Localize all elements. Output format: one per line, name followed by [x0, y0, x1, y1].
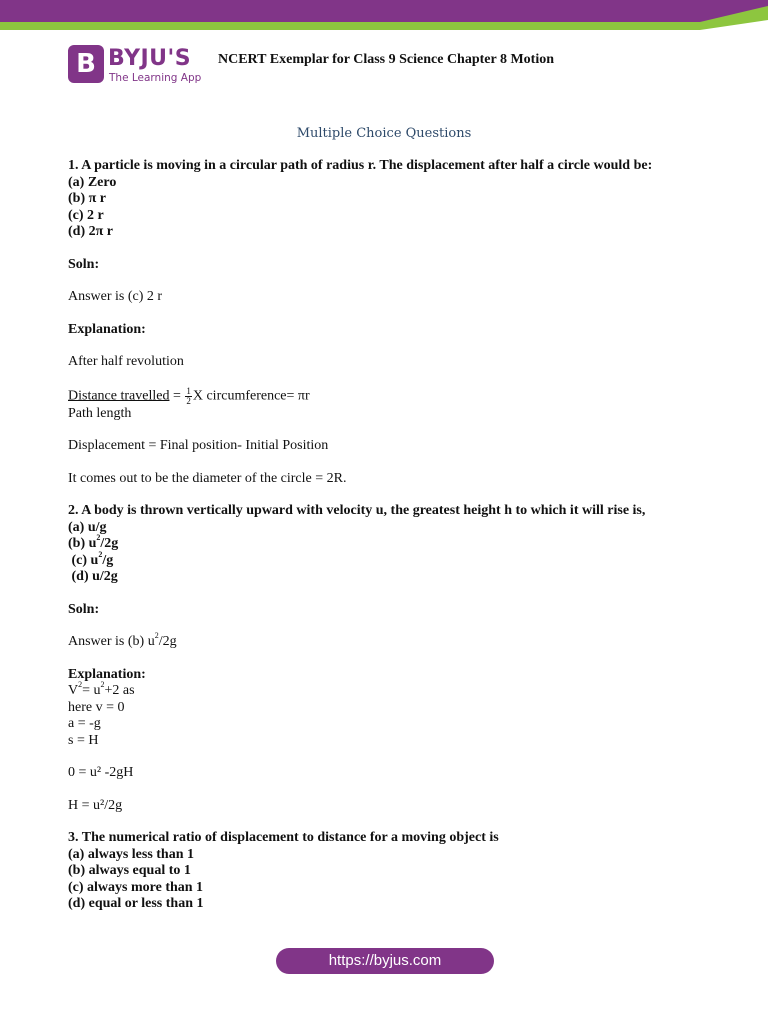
answer-text: Answer is (b) u: [68, 634, 155, 649]
q1-option-d: (d) 2π r: [68, 224, 113, 239]
q2-equation-1: [68, 680, 708, 700]
q1-explanation-line: After half revolution: [68, 354, 184, 369]
q2-question: 2. A body is thrown vertically upward with velocity u, the greatest height h to which it will rise is,: [68, 503, 646, 518]
equals-sign: =: [169, 388, 185, 404]
logo-mark: B: [68, 45, 104, 83]
header-decorative-band: [0, 0, 768, 30]
q2-equation-6: H = u²/2g: [68, 797, 123, 813]
fraction-numerator: 1: [186, 385, 191, 396]
q2-answer: [68, 631, 708, 651]
opt-c-sup: 2: [98, 549, 103, 559]
q2-option-b: [68, 533, 708, 553]
q2-equation-4: s = H: [68, 732, 99, 748]
q1-soln-label: Soln:: [68, 256, 100, 272]
logo-tagline: The Learning App: [109, 72, 202, 84]
opt-b-sup: 2: [96, 533, 101, 543]
opt-c-rest: /g: [102, 552, 114, 568]
answer-sup: 2: [154, 631, 159, 641]
q2-option-c: [68, 549, 708, 570]
half-fraction: [185, 387, 192, 406]
section-title: Multiple Choice Questions: [296, 126, 472, 141]
logo-name: BYJU'S: [108, 46, 192, 71]
q3-option-c: (c) always more than 1: [68, 879, 204, 895]
q2-option-d: (d) u/2g: [68, 569, 118, 584]
eq1-u: = u: [82, 683, 101, 698]
q1-option-a: (a) Zero: [68, 174, 117, 190]
eq1-v: V: [68, 683, 79, 698]
q3-option-b: (b) always equal to 1: [68, 863, 191, 878]
distance-label: Distance travelled: [68, 388, 170, 404]
q1-option-b: (b) π r: [68, 191, 106, 206]
eq1-sup1: 2: [78, 680, 83, 690]
answer-rest: /2g: [158, 634, 177, 649]
q1-explanation-label: Explanation:: [68, 321, 146, 337]
q2-equation-5: 0 = u² -2gH: [68, 765, 134, 780]
q2-equation-3: a = -g: [68, 716, 101, 731]
q3-option-d: (d) equal or less than 1: [68, 896, 204, 911]
q2-soln-label: Soln:: [68, 601, 100, 617]
q1-answer: Answer is (c) 2 r: [68, 289, 163, 304]
q2-equation-2: here v = 0: [68, 699, 125, 715]
q1-path-length: Path length: [68, 405, 132, 421]
document-title: NCERT Exemplar for Class 9 Science Chapter 8 Motion: [218, 52, 555, 67]
eq1-rest: +2 as: [104, 683, 135, 698]
q1-option-c: (c) 2 r: [68, 207, 104, 223]
q1-displacement: Displacement = Final position- Initial Position: [68, 438, 329, 453]
q1-distance-equation: [68, 387, 708, 406]
q1-question: 1. A particle is moving in a circular path of radius r. The displacement after half a circle would be:: [68, 158, 653, 173]
q3-question: 3. The numerical ratio of displacement to distance for a moving object is: [68, 830, 499, 845]
opt-b-text: (b) u: [68, 536, 97, 551]
byjus-website-link[interactable]: https://byjus.com: [276, 948, 494, 974]
fraction-denominator: 2: [186, 395, 191, 406]
opt-b-rest: /2g: [100, 536, 119, 551]
q2-option-a: (a) u/g: [68, 519, 107, 535]
circumference-text: X circumference= πr: [192, 388, 310, 404]
byjus-logo: [68, 45, 208, 87]
q1-conclusion: It comes out to be the diameter of the circle = 2R.: [68, 470, 347, 486]
q2-explanation-label: Explanation:: [68, 666, 146, 682]
opt-c-text: (c) u: [68, 552, 99, 568]
eq1-sup2: 2: [100, 680, 105, 690]
document-body: [68, 158, 708, 913]
q3-option-a: (a) always less than 1: [68, 846, 195, 862]
